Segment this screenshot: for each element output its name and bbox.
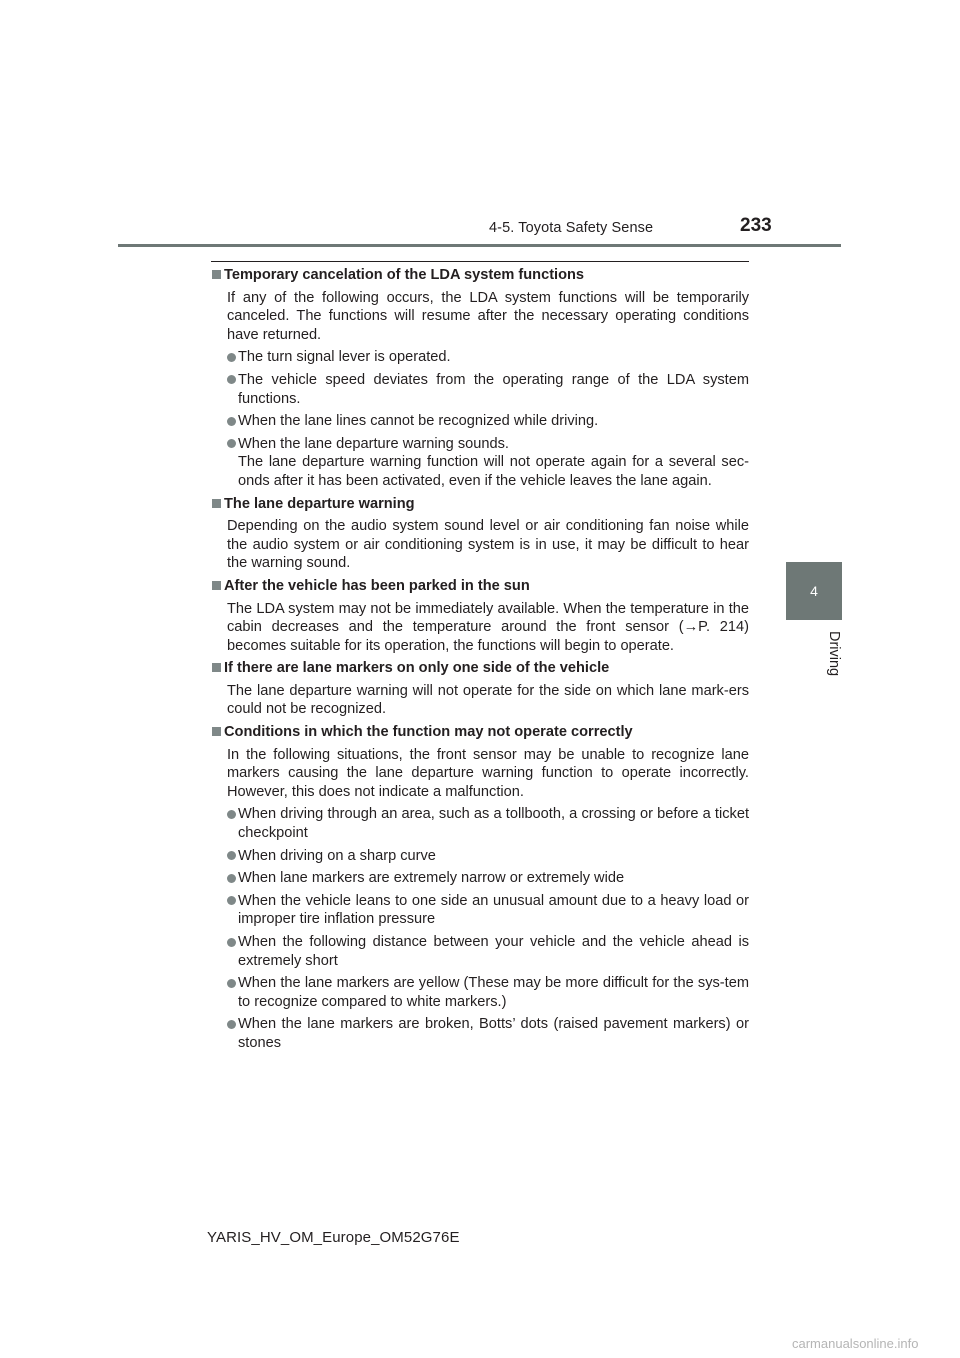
round-bullet-icon xyxy=(227,851,236,860)
round-bullet-icon xyxy=(227,417,236,426)
list-item-text: The turn signal lever is operated. xyxy=(238,349,451,366)
round-bullet-icon xyxy=(227,439,236,448)
list-item xyxy=(227,412,749,431)
section-title-text: After the vehicle has been parked in the sun xyxy=(224,577,530,594)
list-item xyxy=(227,371,749,408)
list-item-text: When the vehicle leans to one side an unusual amount due to a heavy load or improper tire inflation pressure xyxy=(238,892,749,928)
section-title xyxy=(211,723,749,742)
section-title xyxy=(211,495,749,514)
section xyxy=(211,659,749,719)
section xyxy=(211,577,749,655)
section-paragraph: In the following situations, the front sensor may be unable to recognize lane markers causing the lane departure warning function to operate incorrectly. However, this does not indicate a malfunction. xyxy=(227,746,749,800)
section-paragraph: The lane departure warning will not operate for the side on which lane mark-ers could not be recognized. xyxy=(227,682,749,718)
round-bullet-icon xyxy=(227,1020,236,1029)
section-title xyxy=(211,266,749,285)
page-number: 233 xyxy=(740,215,772,236)
round-bullet-icon xyxy=(227,938,236,947)
content-top-rule xyxy=(211,261,749,262)
section-title xyxy=(211,577,749,596)
square-bullet-icon xyxy=(212,499,221,508)
list-item-text: When the lane lines cannot be recognized while driving. xyxy=(238,413,599,430)
section-title xyxy=(211,659,749,678)
list-item xyxy=(227,892,749,929)
round-bullet-icon xyxy=(227,810,236,819)
list-item-text: When the following distance between your vehicle and the vehicle ahead is extremely short xyxy=(238,934,749,969)
round-bullet-icon xyxy=(227,979,236,988)
section-paragraph: The LDA system may not be immediately available. When the temperature in the cabin decreases and the temperature around the front sensor (→P. 214) becomes suitable for its operation, the functions will begin to operate. xyxy=(227,600,749,654)
chapter-tab: 4 xyxy=(786,562,842,620)
square-bullet-icon xyxy=(212,663,221,672)
round-bullet-icon xyxy=(227,353,236,362)
square-bullet-icon xyxy=(212,270,221,279)
document-id: YARIS_HV_OM_Europe_OM52G76E xyxy=(207,1229,460,1246)
section-title-text: Conditions in which the function may not operate correctly xyxy=(224,724,633,741)
header-section-title: 4-5. Toyota Safety Sense xyxy=(489,220,654,236)
round-bullet-icon xyxy=(227,874,236,883)
list-item xyxy=(227,1015,749,1052)
list-item xyxy=(227,348,749,367)
section-title-text: The lane departure warning xyxy=(224,495,415,512)
section-title-text: If there are lane markers on only one side of the vehicle xyxy=(224,660,610,677)
list-item-text: When lane markers are extremely narrow or extremely wide xyxy=(238,870,625,887)
section-title-text: Temporary cancelation of the LDA system functions xyxy=(224,267,585,283)
chapter-label: Driving xyxy=(826,631,842,677)
section xyxy=(211,723,749,1053)
list-item-text: The vehicle speed deviates from the operating range of the LDA system functions. xyxy=(238,371,749,407)
list-item xyxy=(227,869,749,888)
section-paragraph: Depending on the audio system sound level or air conditioning fan noise while the audio system or air conditioning system is in use, it may be difficult to hear the warning sound. xyxy=(227,518,749,572)
list-item xyxy=(227,847,749,866)
round-bullet-icon xyxy=(227,375,236,384)
list-item-text: When driving through an area, such as a tollbooth, a crossing or before a ticket checkpoint xyxy=(238,806,749,842)
list-item xyxy=(227,974,749,1011)
section-paragraph: If any of the following occurs, the LDA system functions will be temporarily canceled. The functions will resume after the necessary operating conditions have returned. xyxy=(227,289,749,343)
section xyxy=(211,266,749,491)
list-item-text: When the lane markers are yellow (These may be more difficult for the sys-tem to recognize compared to white markers.) xyxy=(238,975,749,1010)
header-divider xyxy=(118,244,841,247)
square-bullet-icon xyxy=(212,727,221,736)
square-bullet-icon xyxy=(212,581,221,590)
list-item-text: When the lane markers are broken, Botts’ dots (raised pavement markers) or stones xyxy=(238,1016,749,1051)
list-item-text: When driving on a sharp curve xyxy=(238,847,436,864)
round-bullet-icon xyxy=(227,896,236,905)
section xyxy=(211,495,749,573)
list-item xyxy=(227,933,749,970)
list-item xyxy=(227,435,749,491)
page-content xyxy=(211,266,749,1057)
watermark: carmanualsonline.info xyxy=(792,1336,919,1351)
list-item-text: When the lane departure warning sounds. The lane departure warning function will not operate again for a several sec-onds after it has been activated, even if the vehicle leaves the lane again. xyxy=(238,435,749,489)
list-item xyxy=(227,805,749,842)
